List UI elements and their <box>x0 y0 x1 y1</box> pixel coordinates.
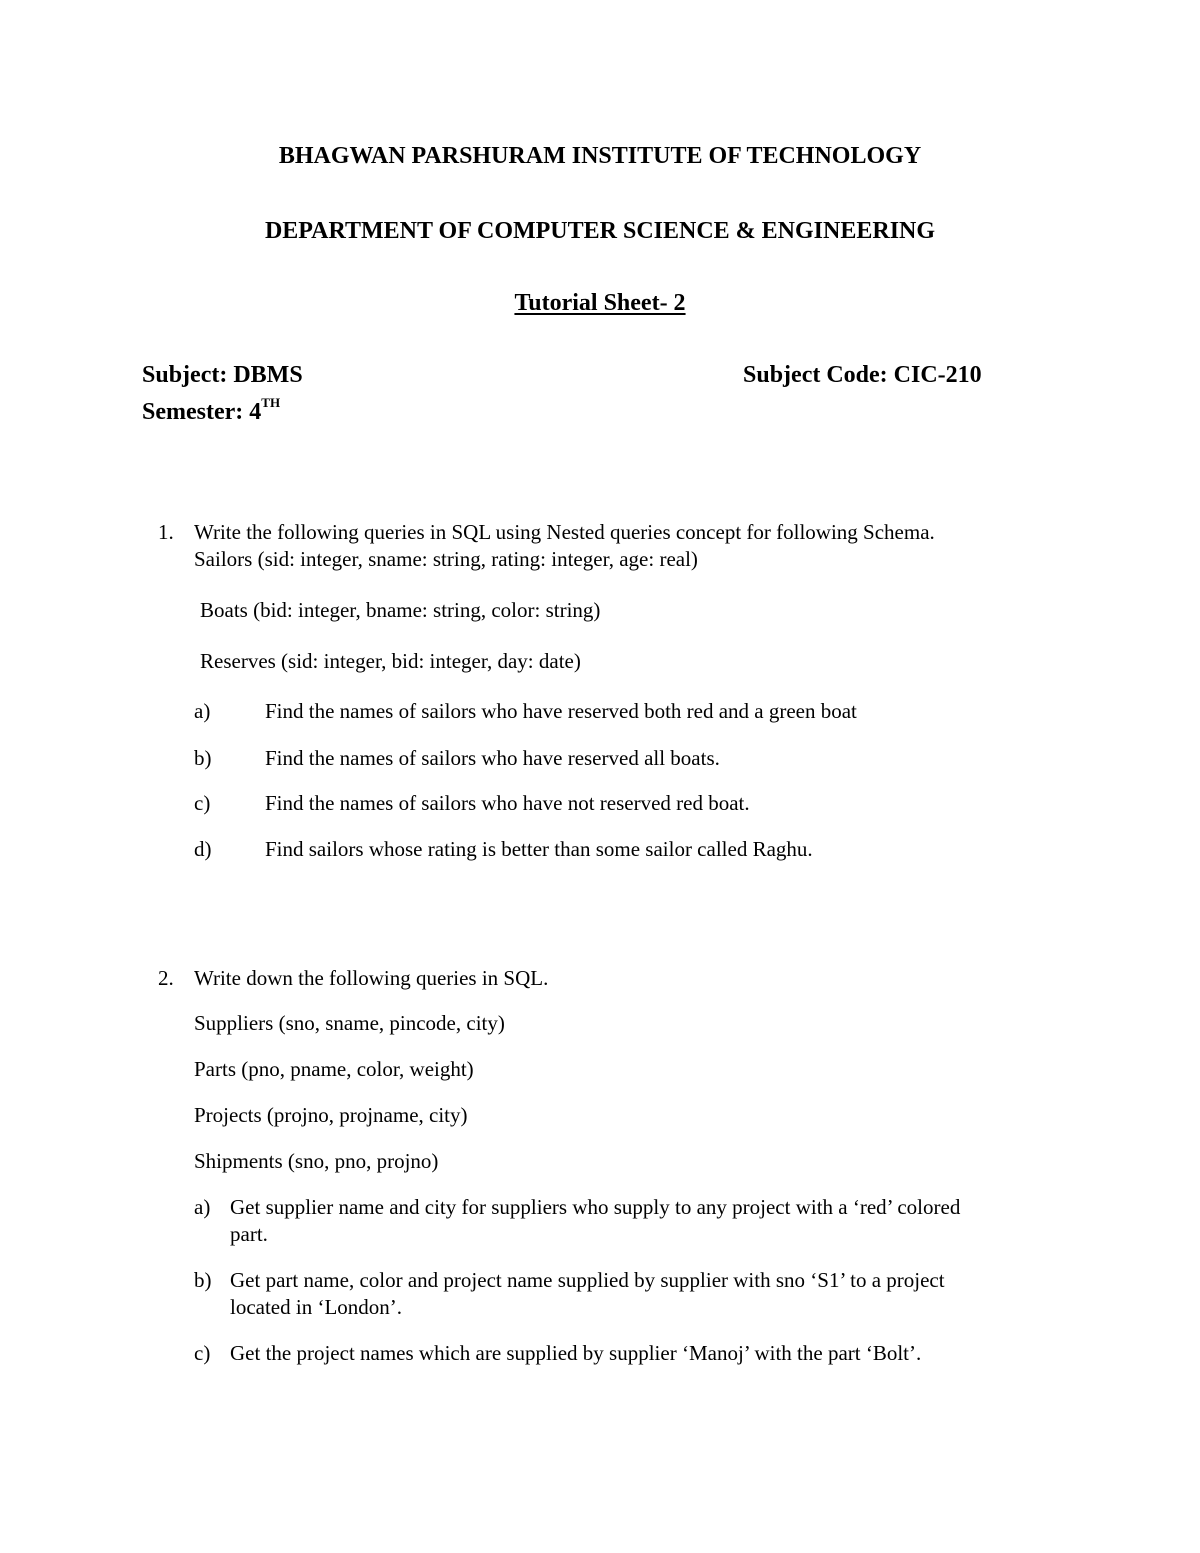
q1-part-label: d) <box>194 837 212 861</box>
q2-part-line1: Get the project names which are supplied by supplier ‘Manoj’ with the part ‘Bolt’. <box>230 1341 922 1365</box>
q2-part-label: a) <box>194 1195 211 1219</box>
subject-label: Subject: DBMS <box>142 362 303 388</box>
semester-label: Semester: 4 <box>142 399 262 425</box>
department-title: DEPARTMENT OF COMPUTER SCIENCE & ENGINEERING <box>264 218 936 244</box>
sheet-title: Tutorial Sheet- 2 <box>514 290 686 316</box>
q1-text: Write the following queries in SQL using Nested queries concept for following Schema. <box>194 520 935 544</box>
q2-part-label: c) <box>194 1341 211 1365</box>
q2-part-label: b) <box>194 1268 212 1292</box>
q1-part-text: Find the names of sailors who have reserved all boats. <box>265 746 720 770</box>
q1-part-text: Find the names of sailors who have reserved both red and a green boat <box>265 699 857 723</box>
q1-part-label: c) <box>194 791 211 815</box>
sheet-title-wrap <box>0 290 1200 317</box>
q1-part-text: Find the names of sailors who have not reserved red boat. <box>265 791 750 815</box>
q1-part-label: b) <box>194 746 212 770</box>
semester-line <box>142 395 281 426</box>
subject-code-label: Subject Code: CIC-210 <box>743 362 982 388</box>
q2-number: 2. <box>158 966 174 990</box>
q2-schema-shipments: Shipments (sno, pno, projno) <box>194 1149 439 1173</box>
q2-part-line2: part. <box>230 1222 268 1246</box>
q1-part-text: Find sailors whose rating is better than some sailor called Raghu. <box>265 837 813 861</box>
q1-number: 1. <box>158 520 174 544</box>
q1-schema-sailors: Sailors (sid: integer, sname: string, rating: integer, age: real) <box>194 547 698 571</box>
q2-part-line1: Get supplier name and city for suppliers who supply to any project with a ‘red’ colored <box>230 1195 961 1219</box>
q2-schema-parts: Parts (pno, pname, color, weight) <box>194 1057 474 1081</box>
q1-schema-reserves: Reserves (sid: integer, bid: integer, day: date) <box>200 649 581 673</box>
q2-text: Write down the following queries in SQL. <box>194 966 549 990</box>
q2-schema-projects: Projects (projno, projname, city) <box>194 1103 468 1127</box>
q1-part-label: a) <box>194 699 211 723</box>
institute-title: BHAGWAN PARSHURAM INSTITUTE OF TECHNOLOGY <box>278 143 922 169</box>
semester-superscript: TH <box>261 395 281 410</box>
q2-schema-suppliers: Suppliers (sno, sname, pincode, city) <box>194 1011 505 1035</box>
q2-part-line2: located in ‘London’. <box>230 1295 403 1319</box>
q1-schema-boats: Boats (bid: integer, bname: string, color: string) <box>200 598 601 622</box>
q2-part-line1: Get part name, color and project name supplied by supplier with sno ‘S1’ to a project <box>230 1268 945 1292</box>
